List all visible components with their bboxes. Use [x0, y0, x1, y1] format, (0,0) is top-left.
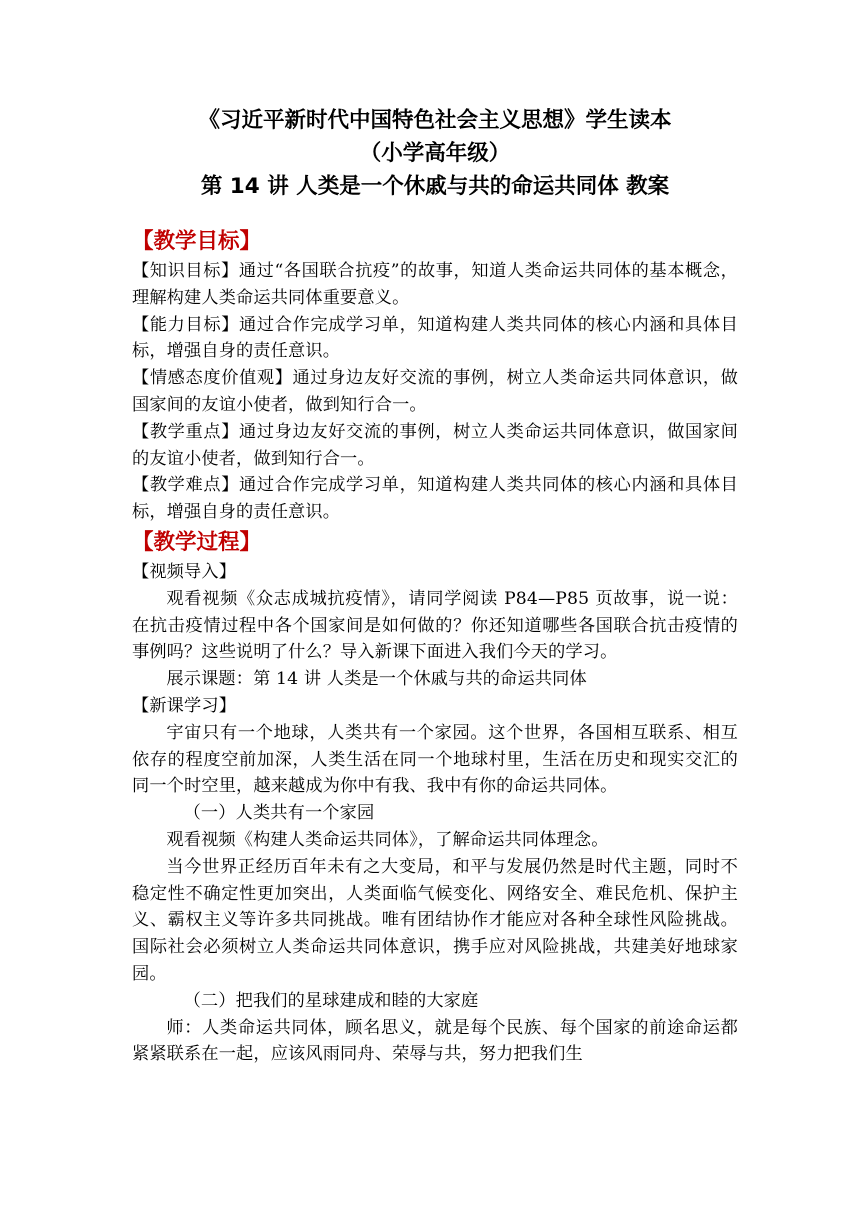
new-lesson-text: 宇宙只有一个地球，人类共有一个家园。这个世界，各国相互联系、相互依存的程度空前加深，人类生活在同一个地球村里，生活在历史和现实交汇的同一个时空里，越来越成为你中有我、我中有你的命运共同体。 — [132, 722, 738, 797]
knowledge-objective: 【知识目标】通过“各国联合抗疫”的故事，知道人类命运共同体的基本概念，理解构建人类命运共同体重要意义。 — [132, 261, 738, 308]
part2-title: （二）把我们的星球建成和睦的大家庭 — [183, 990, 479, 1011]
document-page — [132, 104, 738, 1068]
part2-body-text: 师：人类命运共同体，顾名思义，就是每个民族、每个国家的前途命运都紧紧联系在一起，应该风雨同舟、荣辱与共，努力把我们生 — [132, 1017, 738, 1065]
emotion-objective: 【情感态度价值观】通过身边友好交流的事例，树立人类命运共同体意识，做国家间的友谊小使者，做到知行合一。 — [132, 368, 738, 415]
teaching-key-point: 【教学重点】通过身边友好交流的事例，树立人类命运共同体意识，做国家间的友谊小使者，做到知行合一。 — [132, 421, 738, 469]
part1-body-text: 当今世界正经历百年未有之大变局，和平与发展仍然是时代主题，同时不稳定性不确定性更加突出，人类面临气候变化、网络安全、难民危机、保护主义、霸权主义等许多共同挑战。唯有团结协作才能应对各种全球性风险挑战。国际社会必须树立人类命运共同体意识，携手应对风险挑战，共建美好地球家园。 — [132, 856, 738, 984]
show-topic-text: 展示课题：第 14 讲 人类是一个休戚与共的命运共同体 — [166, 669, 587, 690]
part1-title: （一）人类共有一个家园 — [183, 803, 375, 824]
new-lesson-label: 【新课学习】 — [132, 695, 237, 716]
process-heading: 【教学过程】 — [132, 529, 262, 555]
title-line-lesson: 第 14 讲 人类是一个休戚与共的命运共同体 教案 — [200, 174, 670, 199]
title-line-grade: （小学高年级） — [359, 141, 511, 166]
document-title — [126, 104, 744, 203]
title-line-book: 《习近平新时代中国特色社会主义思想》学生读本 — [198, 108, 672, 133]
video-intro-text: 观看视频《众志成城抗疫情》，请同学阅读 P84—P85 页故事，说一说：在抗击疫情过程中各个国家间是如何做的？你还知道哪些各国联合抗击疫情的事例吗？这些说明了什么？导入新课下面进入我们今天的学习。 — [132, 588, 738, 663]
video-intro-label: 【视频导入】 — [132, 561, 237, 582]
teaching-difficulty: 【教学难点】通过合作完成学习单，知道构建人类共同体的核心内涵和具体目标，增强自身的责任意识。 — [132, 475, 738, 523]
ability-objective: 【能力目标】通过合作完成学习单，知道构建人类共同体的核心内涵和具体目标，增强自身的责任意识。 — [132, 314, 738, 362]
objectives-heading: 【教学目标】 — [132, 229, 262, 254]
part1-video-text: 观看视频《构建人类命运共同体》，了解命运共同体理念。 — [166, 829, 609, 850]
